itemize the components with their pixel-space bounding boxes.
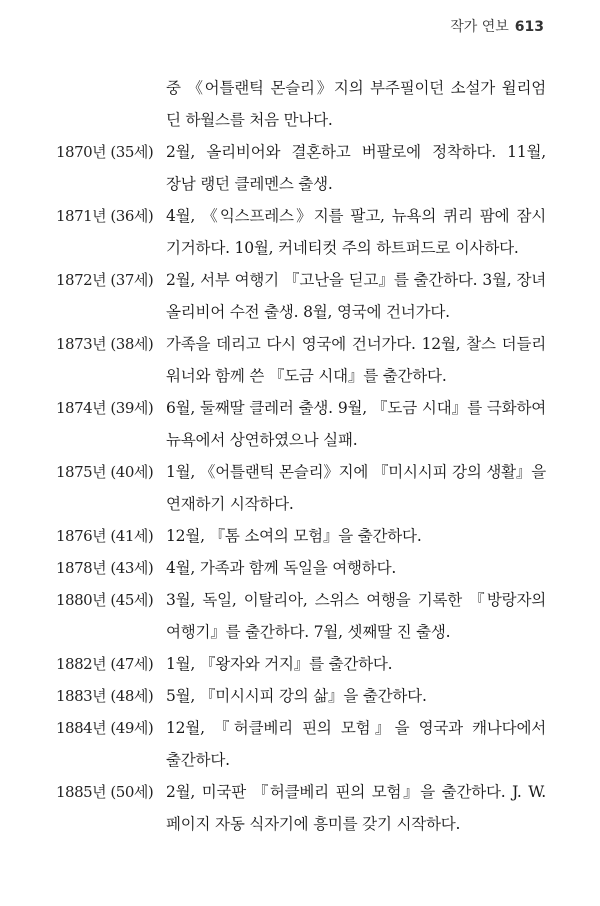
chronology-entry (56, 456, 546, 520)
running-header-title: 작가 연보 (450, 19, 509, 35)
chronology-entry (56, 520, 546, 552)
running-header (450, 16, 544, 36)
chronology-entry (56, 200, 546, 264)
entry-year: 1882년 (47세) (56, 655, 154, 673)
entry-year: 1875년 (40세) (56, 463, 154, 481)
entry-year: 1878년 (43세) (56, 559, 154, 577)
chronology-entry (56, 584, 546, 648)
chronology-entry (56, 328, 546, 392)
chronology-entry (56, 392, 546, 456)
entry-text: 3월, 독일, 이탈리아, 스위스 여행을 기록한 『방랑자의 여행기』를 출간하다. 7월, 셋째딸 진 출생. (166, 591, 546, 641)
chronology (56, 72, 546, 840)
entry-text: 1월, 《어틀랜틱 몬슬리》지에 『미시시피 강의 생활』을 연재하기 시작하다. (166, 463, 546, 513)
entry-text: 5월, 『미시시피 강의 삶』을 출간하다. (166, 687, 427, 705)
entry-year: 1884년 (49세) (56, 719, 154, 737)
chronology-entry (56, 264, 546, 328)
entry-year: 1870년 (35세) (56, 143, 154, 161)
entry-year: 1872년 (37세) (56, 271, 154, 289)
entry-year: 1880년 (45세) (56, 591, 154, 609)
entry-year: 1873년 (38세) (56, 335, 154, 353)
entry-year: 1883년 (48세) (56, 687, 154, 705)
entry-year: 1885년 (50세) (56, 783, 154, 801)
entry-year: 1876년 (41세) (56, 527, 154, 545)
chronology-entry (56, 680, 546, 712)
entry-text: 1월, 『왕자와 거지』를 출간하다. (166, 655, 393, 673)
entry-text: 12월, 『허클베리 핀의 모험』을 영국과 캐나다에서 출간하다. (166, 719, 546, 769)
entry-text: 4월, 《익스프레스》지를 팔고, 뉴욕의 퀴리 팜에 잠시 기거하다. 10월, 커네티컷 주의 하트퍼드로 이사하다. (166, 207, 546, 257)
chronology-entry (56, 552, 546, 584)
chronology-entry (56, 776, 546, 840)
chronology-entry (56, 712, 546, 776)
entry-text: 12월, 『톰 소여의 모험』을 출간하다. (166, 527, 422, 545)
entry-text: 2월, 서부 여행기 『고난을 딛고』를 출간하다. 3월, 장녀 올리비어 수전 출생. 8월, 영국에 건너가다. (166, 271, 546, 321)
page-number: 613 (514, 19, 544, 35)
entry-text: 가족을 데리고 다시 영국에 건너가다. 12월, 찰스 더들리 워너와 함께 쓴 『도금 시대』를 출간하다. (166, 335, 546, 385)
entry-text: 2월, 올리비어와 결혼하고 버팔로에 정착하다. 11월, 장남 랭던 클레멘스 출생. (166, 143, 546, 193)
entry-text: 6월, 둘째딸 클레러 출생. 9월, 『도금 시대』를 극화하여 뉴욕에서 상연하였으나 실패. (166, 399, 546, 449)
entry-year: 1874년 (39세) (56, 399, 154, 417)
entry-text: 4월, 가족과 함께 독일을 여행하다. (166, 559, 397, 577)
entry-year: 1871년 (36세) (56, 207, 154, 225)
chronology-entry (56, 648, 546, 680)
chronology-entry (56, 136, 546, 200)
entry-text: 2월, 미국판 『허클베리 핀의 모험』을 출간하다. J. W. 페이지 자동 식자기에 흥미를 갖기 시작하다. (166, 783, 546, 833)
continuation-text: 중 《어틀랜틱 몬슬리》지의 부주필이던 소설가 윌리엄 딘 하월스를 처음 만나다. (166, 79, 546, 129)
